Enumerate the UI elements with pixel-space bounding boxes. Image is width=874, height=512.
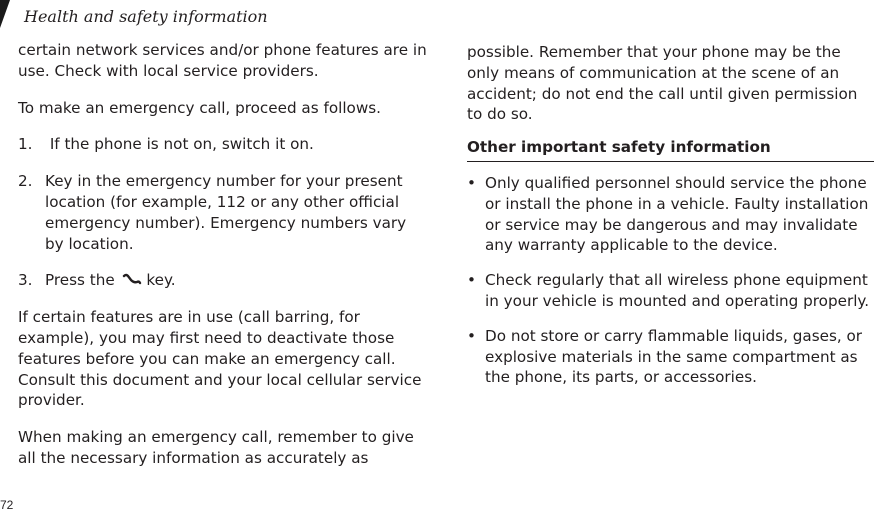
left-column: [18, 40, 428, 469]
bullet-item: [467, 326, 874, 388]
step-number: 1.: [18, 135, 33, 154]
paragraph-continued: possible. Remember that your phone may be the only means of communication at the scene of an accident; do not end the call until given permission to do so.: [467, 43, 858, 124]
step-text: Key in the emergency number for your present location (for example, 112 or any other official emergency number). Emergency numbers vary by location.: [45, 172, 407, 253]
section-title: Other important safety information: [467, 137, 874, 162]
step-text: If the phone is not on, switch it on.: [45, 135, 314, 154]
bullet-text: Check regularly that all wireless phone equipment in your vehicle is mounted and operating properly.: [485, 271, 870, 310]
right-column: [467, 42, 874, 402]
call-key-icon: [120, 272, 142, 286]
bullet-icon: •: [467, 173, 476, 192]
page-number: 72: [0, 498, 14, 512]
step-text-after: key.: [141, 271, 176, 290]
step-text: [45, 270, 428, 291]
paragraph-intro: certain network services and/or phone features are in use. Check with local service providers.: [18, 41, 427, 80]
header-tab: [0, 0, 10, 28]
bullet-text: Do not store or carry flammable liquids, gases, or explosive materials in the same compartment as the phone, its parts, or accessories.: [485, 326, 863, 387]
bullet-item: [467, 270, 874, 312]
running-head: Health and safety information: [24, 7, 268, 26]
paragraph-features: If certain features are in use (call barring, for example), you may first need to deactivate those features before you can make an emergency call. Consult this document and your local cellular service provider.: [18, 308, 422, 410]
step-text-before: Press the: [45, 271, 120, 290]
step-number: 3.: [18, 271, 33, 290]
step-2: [18, 171, 428, 254]
step-1: [18, 134, 428, 155]
paragraph-procedure: To make an emergency call, proceed as follows.: [18, 98, 382, 117]
bullet-text: Only qualified personnel should service the phone or install the phone in a vehicle. Faulty installation or service may be dangerous and may invalidate any warranty applicable to the device.: [485, 173, 869, 255]
bullet-icon: •: [467, 271, 476, 290]
step-3: [18, 270, 428, 291]
bullet-item: [467, 173, 874, 256]
step-number: 2.: [18, 172, 33, 191]
bullet-icon: •: [467, 326, 476, 345]
paragraph-when-making: When making an emergency call, remember to give all the necessary information as accurately as: [18, 428, 414, 467]
